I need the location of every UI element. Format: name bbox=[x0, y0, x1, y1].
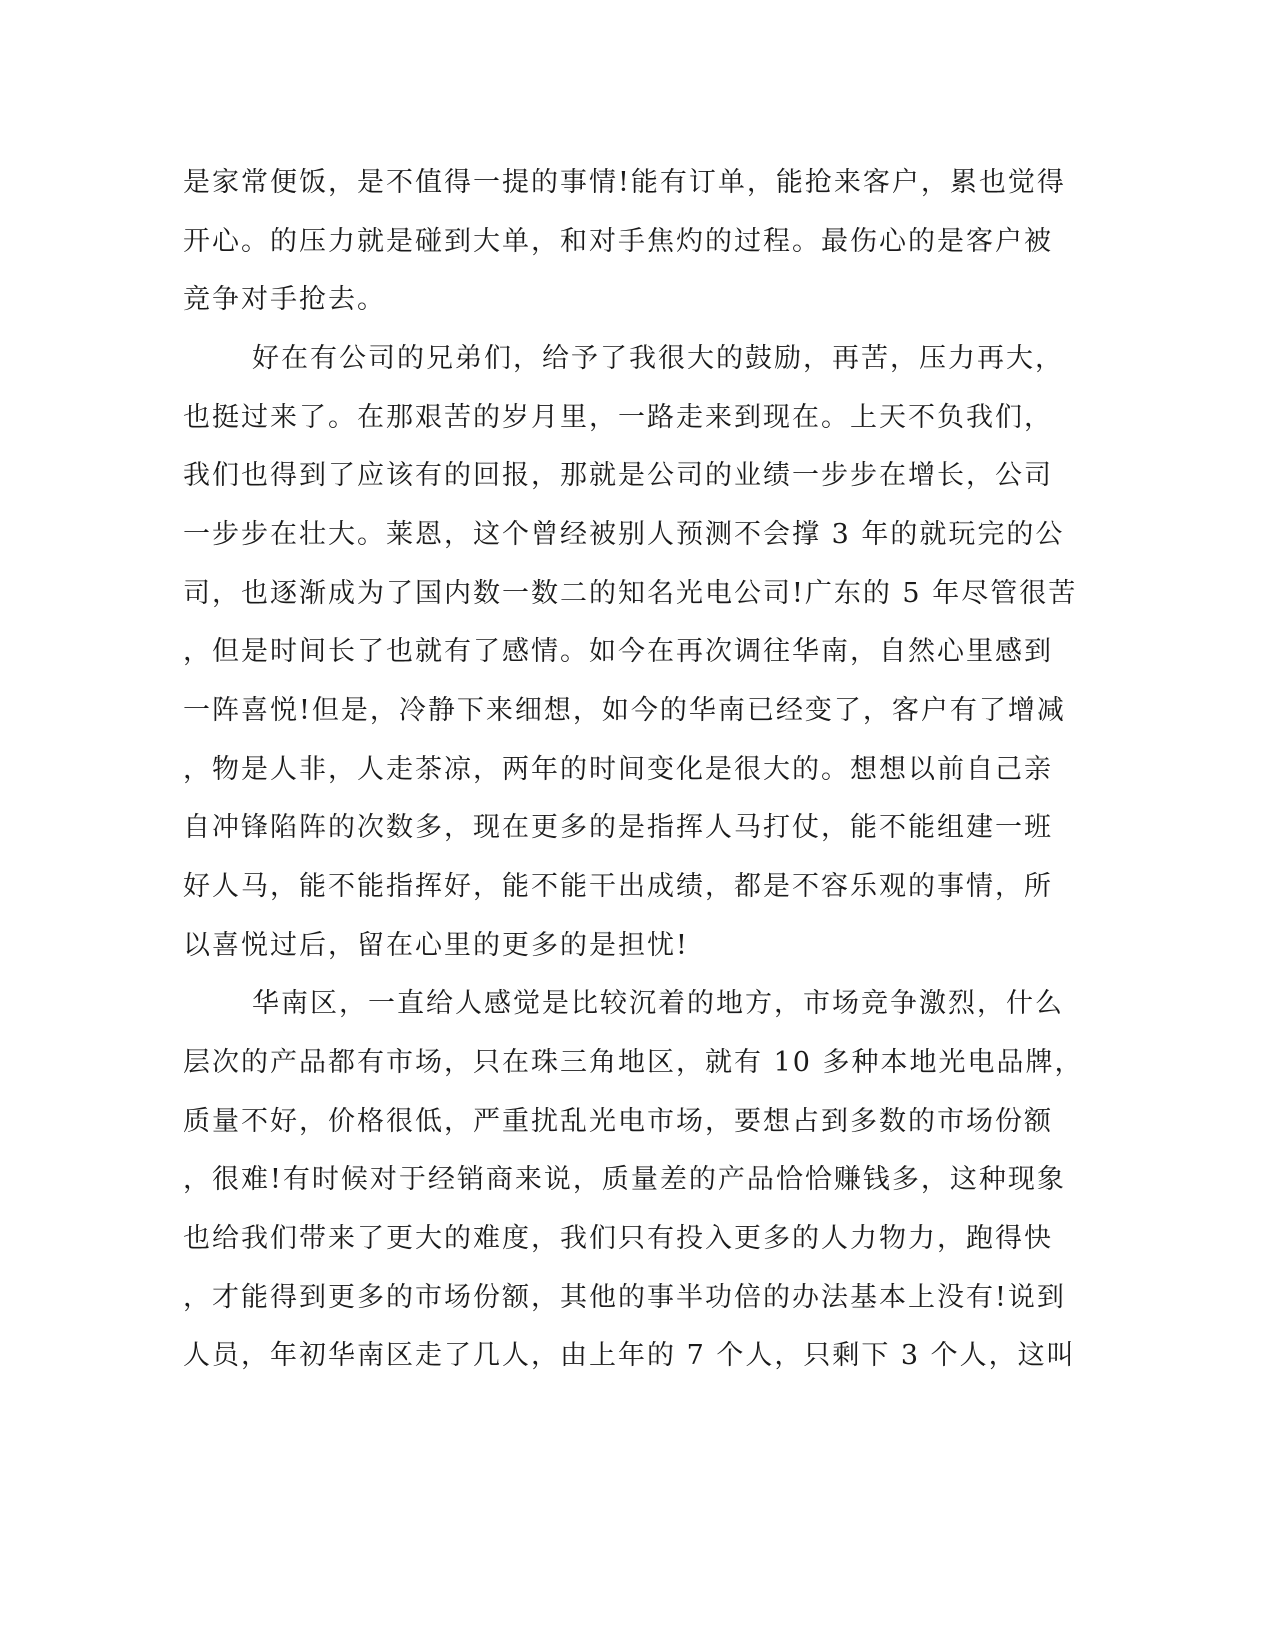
text-line: ，但是时间长了也就有了感情。如今在再次调往华南，自然心里感到 bbox=[183, 636, 1053, 667]
text-line: ，很难!有时候对于经销商来说，质量差的产品恰恰赚钱多，这种现象 bbox=[183, 1164, 1066, 1195]
text-line: 开心。的压力就是碰到大单，和对手焦灼的过程。最伤心的是客户被 bbox=[183, 226, 1053, 257]
paragraph-first-line: 好在有公司的兄弟们，给予了我很大的鼓励，再苦，压力再大， bbox=[252, 343, 1064, 374]
paragraph-first-line: 华南区，一直给人感觉是比较沉着的地方，市场竞争激烈，什么 bbox=[252, 988, 1064, 1019]
text-line: 我们也得到了应该有的回报，那就是公司的业绩一步步在增长，公司 bbox=[183, 460, 1053, 491]
text-line: 自冲锋陷阵的次数多，现在更多的是指挥人马打仗，能不能组建一班 bbox=[183, 812, 1053, 843]
text-line: 层次的产品都有市场，只在珠三角地区，就有 10 多种本地光电品牌， bbox=[183, 1047, 1084, 1078]
text-line: 好人马，能不能指挥好，能不能干出成绩，都是不容乐观的事情，所 bbox=[183, 871, 1053, 902]
text-line: 竞争对手抢去。 bbox=[183, 284, 386, 315]
text-line: 司，也逐渐成为了国内数一数二的知名光电公司!广东的 5 年尽管很苦 bbox=[183, 578, 1078, 609]
text-line: 是家常便饭，是不值得一提的事情!能有订单，能抢来客户，累也觉得 bbox=[183, 167, 1066, 198]
text-line: 一步步在壮大。莱恩，这个曾经被别人预测不会撑 3 年的就玩完的公 bbox=[183, 519, 1065, 550]
text-line: 人员，年初华南区走了几人，由上年的 7 个人，只剩下 3 个人，这叫 bbox=[183, 1340, 1076, 1371]
text-line: 以喜悦过后，留在心里的更多的是担忧! bbox=[183, 930, 689, 961]
text-line: 质量不好，价格很低，严重扰乱光电市场，要想占到多数的市场份额 bbox=[183, 1106, 1053, 1137]
text-line: 一阵喜悦!但是，冷静下来细想，如今的华南已经变了，客户有了增减 bbox=[183, 695, 1066, 726]
text-line: ，才能得到更多的市场份额，其他的事半功倍的办法基本上没有!说到 bbox=[183, 1282, 1066, 1313]
text-line: ，物是人非，人走茶凉，两年的时间变化是很大的。想想以前自己亲 bbox=[183, 754, 1053, 785]
text-line: 也挺过来了。在那艰苦的岁月里，一路走来到现在。上天不负我们， bbox=[183, 402, 1053, 433]
text-line: 也给我们带来了更大的难度，我们只有投入更多的人力物力，跑得快 bbox=[183, 1223, 1053, 1254]
